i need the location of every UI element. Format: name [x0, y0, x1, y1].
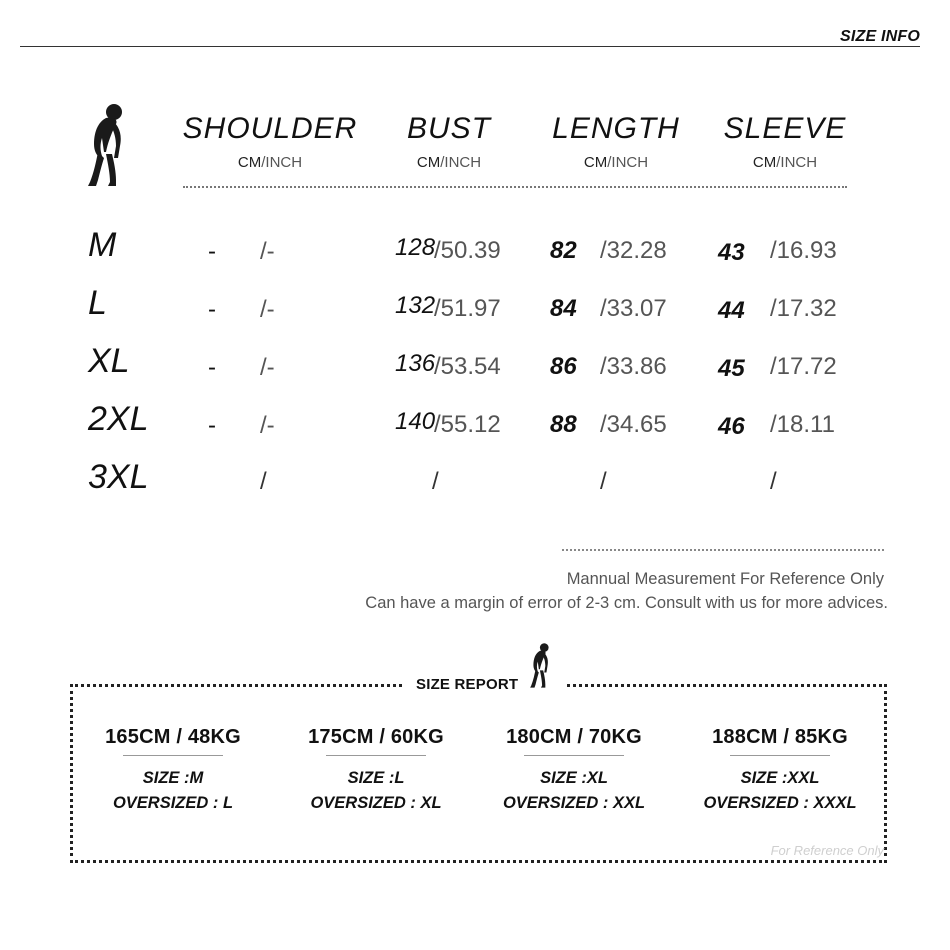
column-unit	[175, 154, 365, 171]
column-unit	[521, 154, 711, 171]
sleeve-cm: 45	[718, 355, 745, 382]
unit-inch: /INCH	[261, 154, 303, 171]
length-cm: 86	[550, 353, 577, 380]
sleeve-inch: /18.11	[770, 411, 835, 438]
height-weight: 165CM / 48KG	[105, 726, 241, 748]
column-unit	[690, 154, 880, 171]
shoulder-inch: /-	[260, 296, 275, 323]
column-header-length	[521, 112, 711, 171]
shoulder-inch: /-	[260, 354, 275, 381]
sleeve-inch: /17.32	[770, 295, 837, 322]
unit-cm: CM	[583, 154, 608, 171]
shoulder-cm: -	[208, 354, 216, 381]
size-label-l: L	[88, 284, 107, 322]
bust-cm: 128	[395, 234, 436, 261]
bust-cm: 132	[395, 292, 436, 319]
item-divider	[123, 755, 223, 756]
margin-note: Can have a margin of error of 2-3 cm. Consult with us for more advices.	[365, 594, 888, 612]
length-cm: 84	[550, 295, 577, 322]
human-figure-icon	[528, 642, 554, 690]
length-inch: /33.86	[600, 353, 667, 380]
unit-inch: /INCH	[607, 154, 649, 171]
bust-cm: 136	[395, 350, 436, 377]
size-report-item	[680, 726, 880, 816]
recommended-size: SIZE :XXL	[740, 769, 820, 787]
shoulder-inch: /	[260, 468, 267, 495]
bust-inch: /51.97	[434, 295, 501, 322]
column-label: SHOULDER	[182, 112, 358, 145]
shoulder-inch: /-	[260, 238, 275, 265]
size-label-2xl: 2XL	[88, 400, 149, 438]
header-divider	[20, 46, 920, 47]
size-label-m: M	[88, 226, 117, 264]
item-divider	[326, 755, 426, 756]
note-dotted-divider	[562, 549, 884, 551]
bust-inch: /55.12	[434, 411, 501, 438]
oversized-size: OVERSIZED : XXXL	[703, 794, 857, 812]
item-divider	[730, 755, 830, 756]
column-label: LENGTH	[552, 112, 680, 145]
oversized-size: OVERSIZED : XXL	[502, 794, 646, 812]
length-inch: /34.65	[600, 411, 667, 438]
column-header-sleeve	[690, 112, 880, 171]
column-label: BUST	[406, 112, 491, 145]
measurement-note: Mannual Measurement For Reference Only	[566, 570, 884, 588]
size-report-item	[474, 726, 674, 816]
length-cm: 82	[550, 237, 577, 264]
size-report-item	[276, 726, 476, 816]
unit-inch: /INCH	[440, 154, 482, 171]
height-weight: 188CM / 85KG	[712, 726, 848, 748]
oversized-size: OVERSIZED : L	[112, 794, 234, 812]
recommended-size: SIZE :XL	[540, 769, 608, 787]
height-weight: 175CM / 60KG	[308, 726, 444, 748]
oversized-size: OVERSIZED : XL	[310, 794, 442, 812]
shoulder-inch: /-	[260, 412, 275, 439]
length-inch: /32.28	[600, 237, 667, 264]
height-weight: 180CM / 70KG	[506, 726, 642, 748]
column-header-shoulder	[175, 112, 365, 171]
unit-cm: CM	[237, 154, 262, 171]
length-cm: 88	[550, 411, 577, 438]
size-report-item	[73, 726, 273, 816]
bust-inch: /50.39	[434, 237, 501, 264]
bust-inch: /53.54	[434, 353, 501, 380]
unit-inch: /INCH	[776, 154, 818, 171]
size-label-xl: XL	[88, 342, 130, 380]
page-title: SIZE INFO	[839, 28, 920, 45]
unit-cm: CM	[752, 154, 777, 171]
length-inch: /	[600, 468, 607, 495]
item-divider	[524, 755, 624, 756]
column-label: SLEEVE	[723, 112, 847, 145]
length-inch: /33.07	[600, 295, 667, 322]
shoulder-cm: -	[208, 296, 216, 323]
sleeve-cm: 43	[718, 239, 745, 266]
shoulder-cm: -	[208, 238, 216, 265]
recommended-size: SIZE :L	[347, 769, 405, 787]
unit-cm: CM	[416, 154, 441, 171]
sleeve-inch: /16.93	[770, 237, 837, 264]
size-label-3xl: 3XL	[88, 458, 149, 496]
column-header-bust	[354, 112, 544, 171]
bust-inch: /	[432, 468, 439, 495]
sleeve-inch: /	[770, 468, 777, 495]
recommended-size: SIZE :M	[142, 769, 204, 787]
header-dotted-divider	[183, 186, 847, 188]
sleeve-inch: /17.72	[770, 353, 837, 380]
bust-cm: 140	[395, 408, 436, 435]
sleeve-cm: 46	[718, 413, 745, 440]
column-unit	[354, 154, 544, 171]
sleeve-cm: 44	[718, 297, 745, 324]
human-figure-icon	[84, 102, 132, 190]
size-report-title: SIZE REPORT	[416, 676, 519, 693]
reference-note: For Reference Only	[770, 843, 884, 858]
shoulder-cm: -	[208, 412, 216, 439]
